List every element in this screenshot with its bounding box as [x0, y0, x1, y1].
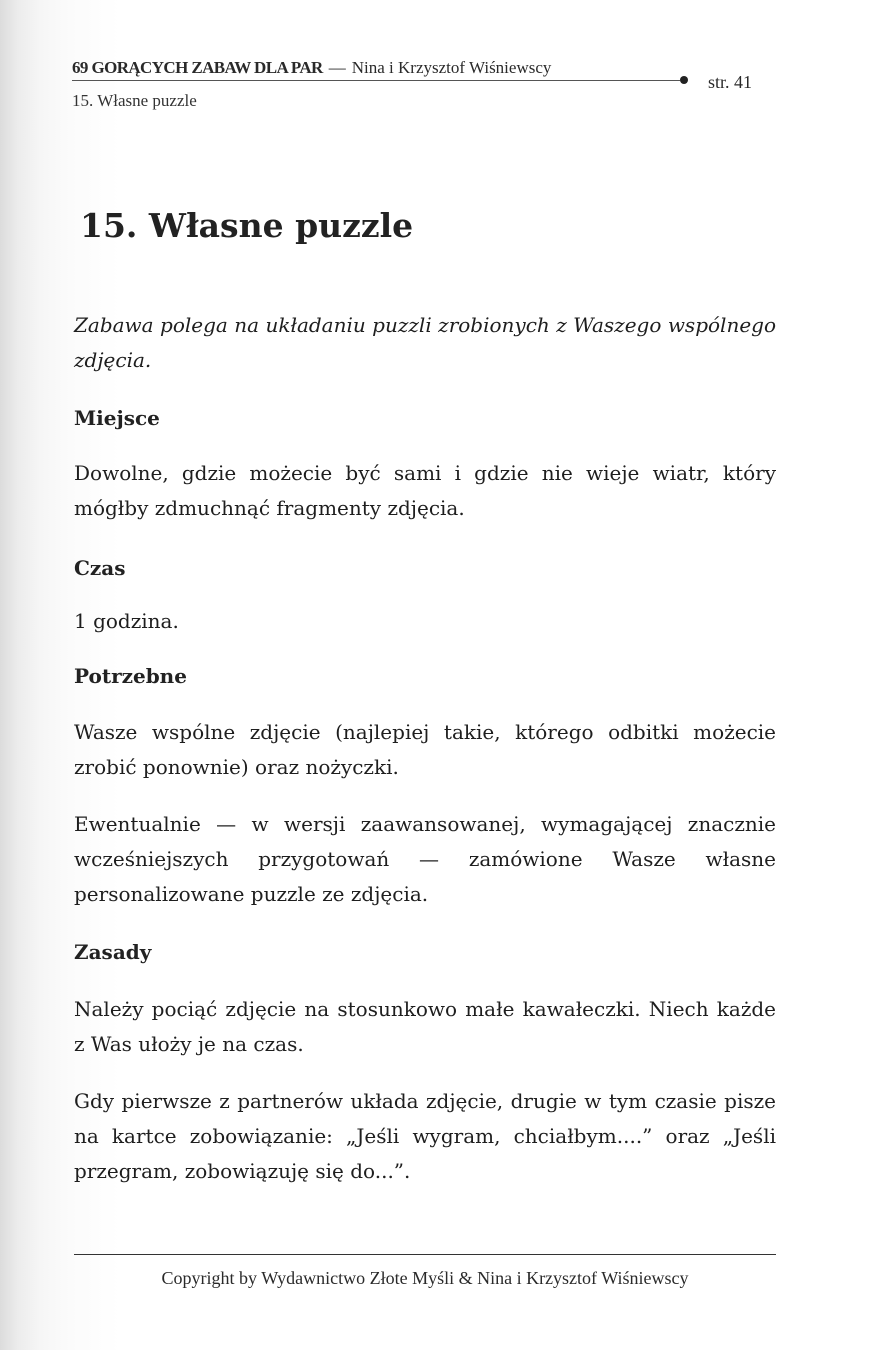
section-heading-miejsce: Miejsce [74, 406, 160, 430]
section-heading-zasady: Zasady [74, 940, 152, 964]
show-through-text [560, 205, 566, 232]
section-paragraph: Wasze wspólne zdjęcie (najlepiej takie, którego odbitki możecie zrobić ponownie) oraz nożyczki. [74, 720, 776, 779]
header-title-line [72, 58, 772, 78]
section-paragraph: Ewentualnie — w wersji zaawansowanej, wymagającej znacznie wcześniejszych przygotowań — zamówione Wasze własne personalizowane puzzle ze zdjęcia. [74, 812, 776, 906]
section-paragraph: Dowolne, gdzie możecie być sami i gdzie nie wieje wiatr, który mógłby zdmuchnąć fragmenty zdjęcia. [74, 461, 776, 520]
section-heading-potrzebne: Potrzebne [74, 664, 187, 688]
bullet-icon [680, 76, 688, 84]
running-header [72, 58, 772, 110]
header-authors: Nina i Krzysztof Wiśniewscy [351, 58, 552, 77]
section-paragraph: Należy pociąć zdjęcie na stosunkowo małe kawałeczki. Niech każde z Was ułoży je na czas. [74, 997, 776, 1056]
chapter-body [74, 308, 776, 1189]
copyright-footer: Copyright by Wydawnictwo Złote Myśli & Nina i Krzysztof Wiśniewscy [161, 1268, 689, 1288]
section-paragraph: 1 godzina. [74, 609, 179, 633]
book-series-title: 69 GORĄCYCH ZABAW DLA PAR [72, 58, 323, 77]
header-separator: — [328, 58, 346, 77]
footer-rule [74, 1254, 776, 1255]
header-rule [72, 80, 680, 81]
chapter-title: 15. Własne puzzle [80, 206, 414, 245]
section-paragraph: Gdy pierwsze z partnerów układa zdjęcie, drugie w tym czasie pisze na kartce zobowiązanie: „Jeśli wygram, chciałbym....” oraz „Jeśli przegram, zobowiązuję się do...”. [74, 1089, 776, 1183]
page-number: str. 41 [708, 72, 753, 92]
chapter-intro: Zabawa polega na układaniu puzzli zrobionych z Waszego wspólnego zdjęcia. [74, 313, 776, 372]
section-heading-czas: Czas [74, 556, 126, 580]
header-chapter-ref: 15. Własne puzzle [72, 91, 197, 110]
